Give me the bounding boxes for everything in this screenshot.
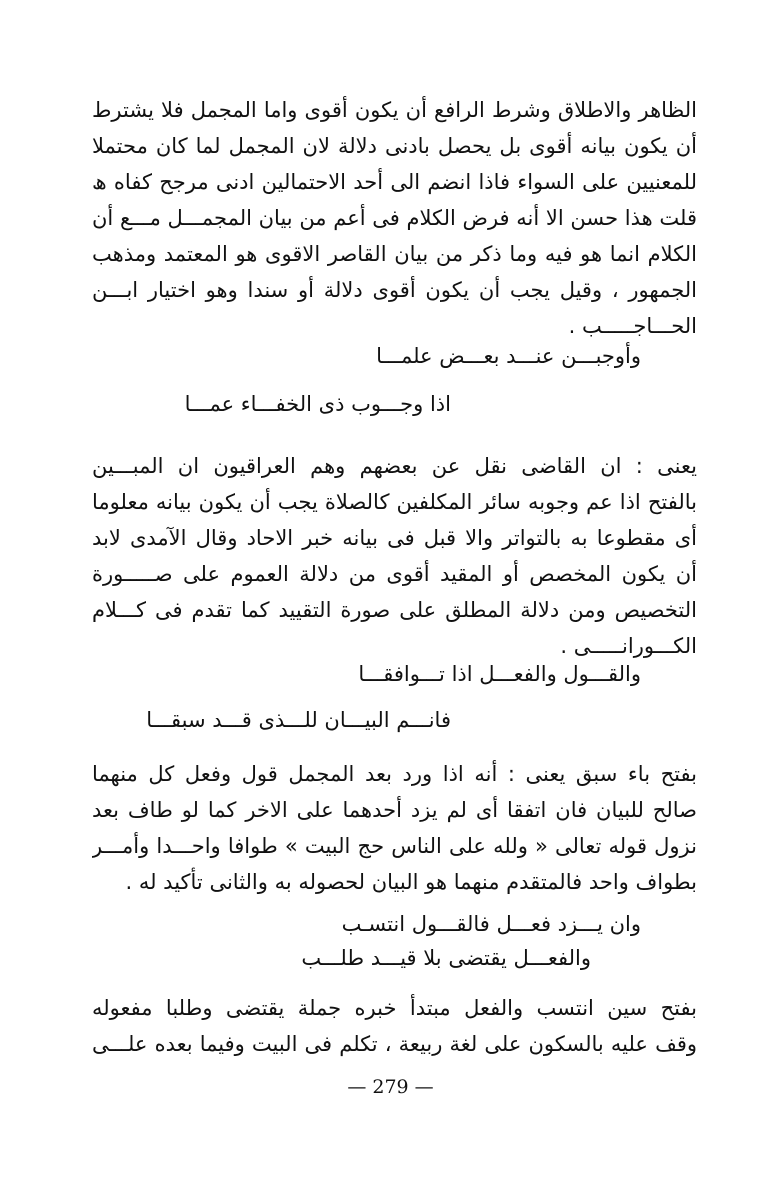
text-line: الحـــاجـــــب .	[568, 314, 697, 338]
text-line: أن يكون بيانه أقوى بل يحصل بادنى دلالة لان المجمل لما كان محتملا	[92, 134, 697, 158]
paragraph-4	[92, 990, 697, 1062]
text-line: بطواف واحد فالمتقدم منهما هو البيان لحصوله به والثانى تأكيد له .	[125, 870, 697, 894]
text-line: الكـــورانـــــى .	[560, 634, 697, 658]
text-line: للمعنيين على السواء فاذا انضم الى أحد الاحتمالين ادنى مرجح كفاه ھ	[92, 170, 697, 194]
verse-1-line-2: اذا وجـــوب ذى الخفـــاء عمـــا	[184, 392, 451, 416]
text-line: نزول قوله تعالى « ولله على الناس حج البيت » طوافا واحـــدا وأمـــر	[92, 834, 697, 858]
paragraph-3	[92, 756, 697, 900]
text-line: صالح للبيان فان اتفقا أى لم يزد أحدهما على الاخر كما لو طاف بعد	[92, 798, 697, 822]
text-line: الكلام انما هو فيه وما ذكر من بيان القاصر الاقوى هو المعتمد ومذهب	[92, 242, 697, 266]
paragraph-1	[92, 92, 697, 344]
verse-2-line-1: والقـــول والفعـــل اذا تـــوافقـــا	[358, 662, 641, 686]
text-line: أن يكون المخصص أو المقيد أقوى من دلالة العموم على صـــــورة	[92, 562, 697, 586]
text-line: بفتح سين انتسب والفعل مبتدأ خبره جملة يقتضى وطلبا مفعوله	[92, 996, 697, 1020]
text-line: الجمهور ، وقيل يجب أن يكون أقوى دلالة أو سندا وهو اختيار ابـــن	[92, 278, 697, 302]
text-line: أى مقطوعا به بالتواتر والا قبل فى بيانه خبر الاحاد وقال الآمدى لابد	[92, 526, 697, 550]
text-line: بالفتح اذا عم وجوبه سائر المكلفين كالصلاة يجب أن يكون بيانه معلوما	[92, 490, 697, 514]
verse-3-line-2: والفعـــل يقتضى بلا قيـــد طلـــب	[301, 946, 591, 970]
text-line: وقف عليه بالسكون على لغة ربيعة ، تكلم فى البيت وفيما بعده علـــى	[92, 1032, 697, 1056]
verse-3-line-1: وان يـــزد فعـــل فالقـــول انتسـب	[341, 912, 641, 936]
verse-1-line-1: وأوجبـــن عنـــد بعـــض علمـــا	[376, 344, 641, 368]
verse-2-line-2: فانـــم البيـــان للـــذى قـــد سبقـــا	[146, 708, 451, 732]
text-line: يعنى : ان القاضى نقل عن بعضهم وهم العراقيون ان المبـــين	[92, 454, 697, 478]
paragraph-2	[92, 448, 697, 664]
text-line: بفتح باء سبق يعنى : أنه اذا ورد بعد المجمل قول وفعل كل منهما	[92, 762, 697, 786]
page-number: — 279 —	[347, 1076, 434, 1098]
text-line: قلت هذا حسن الا أنه فرض الكلام فى أعم من بيان المجمـــل مـــع أن	[92, 206, 697, 230]
text-line: التخصيص ومن دلالة المطلق على صورة التقييد كما تقدم فى كـــلام	[92, 598, 697, 622]
text-line: الظاهر والاطلاق وشرط الرافع أن يكون أقوى واما المجمل فلا يشترط	[92, 98, 697, 122]
